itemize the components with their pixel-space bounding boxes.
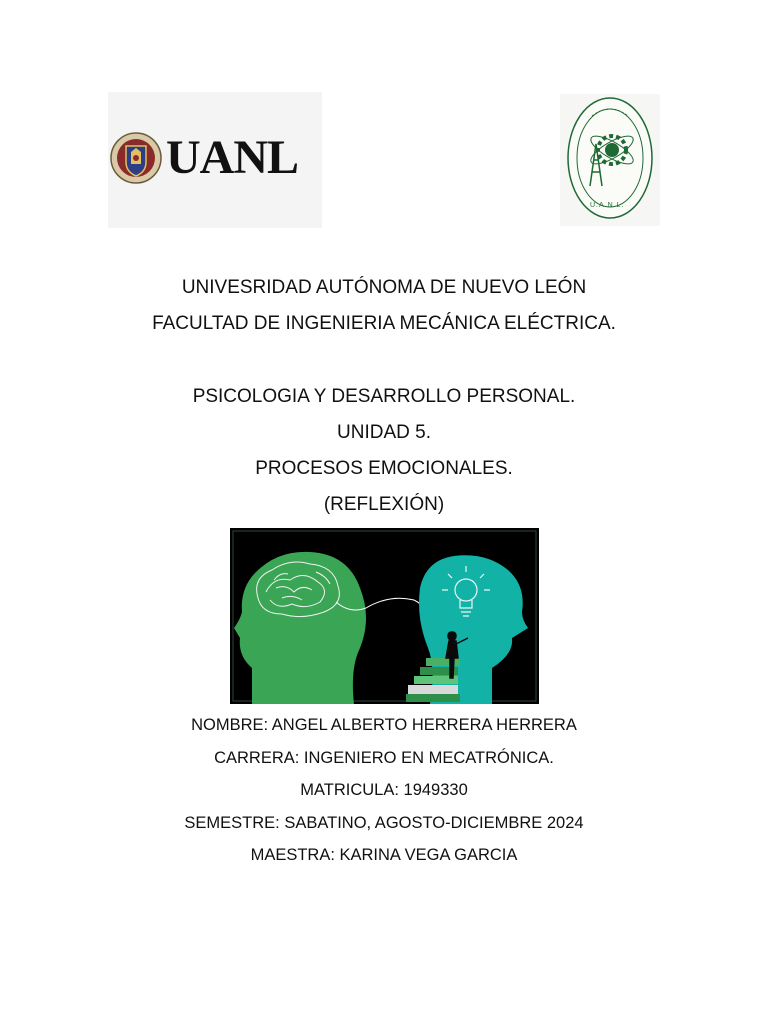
course-unit: UNIDAD 5.	[337, 422, 431, 443]
student-name: NOMBRE: ANGEL ALBERTO HERRERA HERRERA	[191, 716, 577, 734]
cover-illustration	[230, 528, 539, 704]
semester-info: SEMESTRE: SABATINO, AGOSTO-DICIEMBRE 2024	[184, 814, 584, 832]
uanl-logo	[108, 92, 322, 228]
uanl-seal-icon	[110, 132, 162, 184]
course-subject: PSICOLOGIA Y DESARROLLO PERSONAL.	[192, 386, 576, 407]
document-type: (REFLEXIÓN)	[323, 494, 445, 515]
fime-logo	[560, 94, 660, 226]
student-id: MATRICULA: 1949330	[300, 781, 468, 799]
student-career: CARRERA: INGENIERO EN MECATRÓNICA.	[214, 749, 554, 767]
university-name: UNIVESRIDAD AUTÓNOMA DE NUEVO LEÓN	[181, 277, 587, 298]
teacher-name: MAESTRA: KARINA VEGA GARCIA	[250, 846, 518, 864]
uanl-wordmark: UANL	[166, 131, 299, 184]
fime-seal-text: U.A.N.L.	[590, 202, 625, 209]
faculty-name: FACULTAD DE INGENIERIA MECÁNICA ELÉCTRICA.	[152, 313, 616, 334]
course-topic: PROCESOS EMOCIONALES.	[255, 458, 513, 479]
